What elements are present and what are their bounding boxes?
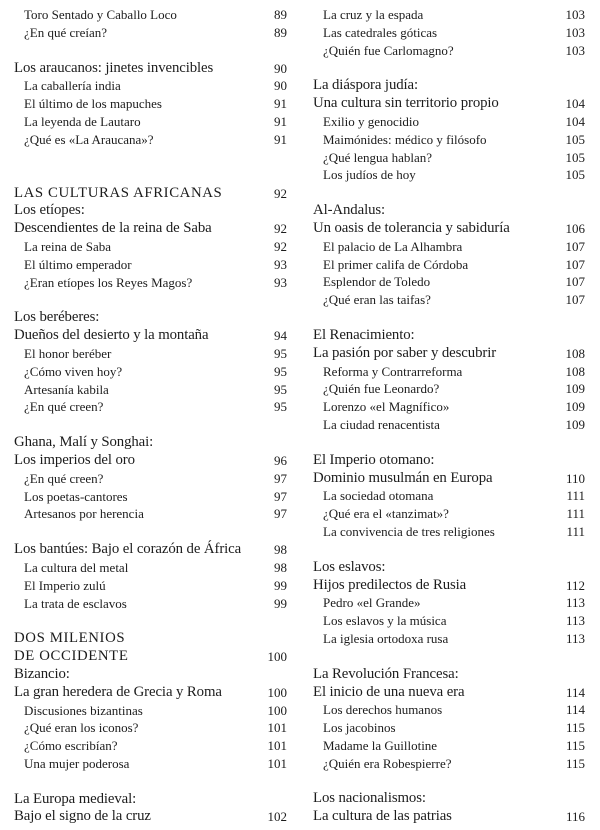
toc-entry-title: La Europa medieval: [14, 790, 137, 807]
toc-page-number: 95 [274, 399, 287, 415]
toc-page-number: 96 [274, 452, 287, 468]
toc-page-number: 109 [565, 399, 585, 415]
toc-entry-title: La caballería india [24, 78, 121, 94]
toc-chapter-heading [313, 577, 585, 595]
toc-entry-title: Exilio y genocidio [323, 113, 420, 129]
toc-chapter-heading [14, 60, 287, 78]
toc-page-number: 95 [274, 381, 287, 397]
toc-entry-title: El Renacimiento: [313, 326, 415, 343]
toc-page-number: 112 [565, 577, 585, 593]
toc-subentry [313, 363, 585, 381]
toc-entry-title: El palacio de La Alhambra [323, 238, 463, 254]
toc-subentry [313, 398, 585, 416]
toc-part-heading [14, 185, 287, 203]
section-gap [14, 167, 287, 185]
section-gap [14, 523, 287, 541]
section-gap [313, 772, 585, 790]
toc-page-number: 109 [565, 416, 585, 432]
toc-chapter-heading [313, 202, 585, 220]
toc-entry-title: ¿Quién fue Carlomagno? [323, 42, 454, 58]
toc-subentry [14, 559, 287, 577]
toc-entry-title: El Imperio zulú [24, 577, 106, 593]
toc-chapter-heading [313, 684, 585, 702]
toc-page-number: 91 [274, 96, 287, 112]
toc-entry-title: Los nacionalismos: [313, 790, 426, 807]
toc-entry-title: Pedro «el Grande» [323, 595, 421, 611]
toc-subentry [313, 131, 585, 149]
toc-entry-title: Descendientes de la reina de Saba [14, 220, 212, 237]
toc-entry-title: ¿En qué creen? [24, 399, 104, 415]
toc-page-number: 107 [565, 292, 585, 308]
toc-part-heading [14, 648, 287, 666]
toc-entry-title: Reforma y Contrarreforma [323, 363, 463, 379]
toc-page-number: 92 [274, 221, 287, 237]
toc-chapter-heading [14, 434, 287, 452]
toc-entry-title: Los araucanos: jinetes invencibles [14, 59, 214, 76]
section-gap [313, 648, 585, 666]
toc-entry-title: La iglesia ortodoxa rusa [323, 630, 449, 646]
toc-page-number: 105 [565, 131, 585, 147]
toc-page-number: 97 [274, 488, 287, 504]
toc-chapter-heading [14, 327, 287, 345]
toc-subentry [14, 95, 287, 113]
toc-page-number: 101 [267, 738, 287, 754]
toc-chapter-heading [313, 77, 585, 95]
toc-page-number: 98 [274, 559, 287, 575]
toc-entry-title: Esplendor de Toledo [323, 274, 431, 290]
toc-subentry [14, 470, 287, 488]
toc-entry-title: Un oasis de tolerancia y sabiduría [313, 219, 510, 236]
toc-page-number: 100 [267, 649, 287, 665]
toc-subentry [313, 737, 585, 755]
toc-subentry [313, 149, 585, 167]
toc-entry-title: La ciudad renacentista [323, 416, 440, 432]
toc-subentry [14, 577, 287, 595]
toc-entry-title: La reina de Saba [24, 238, 111, 254]
toc-page-number: 108 [565, 345, 585, 361]
toc-entry-title: Los beréberes: [14, 309, 100, 326]
toc-entry-title: DE OCCIDENTE [14, 648, 129, 665]
toc-page-number: 111 [566, 488, 585, 504]
toc-subentry [313, 755, 585, 773]
toc-page-number: 103 [565, 42, 585, 58]
toc-page-number: 102 [267, 809, 287, 825]
toc-page-number: 93 [274, 256, 287, 272]
toc-entry-title: Al-Andalus: [313, 202, 386, 219]
toc-entry-title: Artesanos por herencia [24, 506, 144, 522]
section-gap [14, 149, 287, 167]
toc-subentry [14, 238, 287, 256]
toc-page-number: 111 [566, 523, 585, 539]
toc-entry-title: La pasión por saber y descubrir [313, 344, 497, 361]
toc-subentry [14, 113, 287, 131]
toc-subentry [313, 291, 585, 309]
toc-page-number: 105 [565, 149, 585, 165]
toc-entry-title: La gran heredera de Grecia y Roma [14, 683, 222, 700]
section-gap [14, 416, 287, 434]
toc-page-number: 99 [274, 577, 287, 593]
toc-entry-title: Madame la Guillotine [323, 737, 438, 753]
toc-subentry [14, 256, 287, 274]
toc-entry-title: ¿Qué eran las taifas? [323, 292, 431, 308]
toc-subentry [14, 24, 287, 42]
toc-page-number: 114 [565, 684, 585, 700]
toc-part-heading [14, 630, 287, 648]
toc-subentry [313, 416, 585, 434]
toc-entry-title: Los jacobinos [323, 720, 396, 736]
toc-page-number: 110 [565, 470, 585, 486]
toc-entry-title: El Imperio otomano: [313, 451, 435, 468]
toc-page-number: 114 [565, 702, 585, 718]
toc-entry-title: Bizancio: [14, 665, 70, 682]
section-gap [14, 291, 287, 309]
toc-entry-title: La cultura del metal [24, 559, 129, 575]
toc-entry-title: La cruz y la espada [323, 7, 424, 22]
toc-entry-title: Los etíopes: [14, 202, 85, 219]
toc-subentry [313, 113, 585, 131]
toc-chapter-heading [313, 666, 585, 684]
toc-subentry [313, 719, 585, 737]
toc-page-number: 103 [565, 7, 585, 22]
toc-page-number: 94 [274, 328, 287, 344]
toc-page-number: 90 [274, 78, 287, 94]
toc-page-number: 107 [565, 238, 585, 254]
section-gap [14, 773, 287, 791]
toc-chapter-heading [313, 220, 585, 238]
toc-page-number: 91 [274, 113, 287, 129]
toc-page-number: 95 [274, 345, 287, 361]
toc-page-number: 95 [274, 363, 287, 379]
toc-entry-title: ¿En qué creían? [24, 24, 108, 40]
toc-page-number: 115 [565, 755, 585, 771]
toc-subentry [14, 363, 287, 381]
toc-subentry [14, 505, 287, 523]
section-gap [313, 541, 585, 559]
toc-entry-title: Los judíos de hoy [323, 167, 416, 183]
toc-entry-title: Toro Sentado y Caballo Loco [24, 7, 177, 22]
toc-entry-title: DOS MILENIOS [14, 630, 126, 647]
toc-subentry [14, 719, 287, 737]
toc-chapter-heading [14, 684, 287, 702]
section-gap [313, 184, 585, 202]
toc-left-column [14, 6, 287, 826]
toc-entry-title: La leyenda de Lautaro [24, 113, 141, 129]
toc-subentry [313, 166, 585, 184]
toc-page-number: 97 [274, 470, 287, 486]
toc-entry-title: Los derechos humanos [323, 702, 443, 718]
toc-subentry [14, 6, 287, 24]
toc-page-number: 107 [565, 256, 585, 272]
toc-page-number: 99 [274, 595, 287, 611]
toc-entry-title: La convivencia de tres religiones [323, 523, 495, 539]
toc-entry-title: La Revolución Francesa: [313, 665, 459, 682]
toc-page-number: 105 [565, 167, 585, 183]
toc-entry-title: La diáspora judía: [313, 77, 419, 94]
toc-subentry [14, 702, 287, 720]
toc-page-number: 104 [565, 113, 585, 129]
toc-entry-title: El inicio de una nueva era [313, 683, 465, 700]
toc-page-number: 116 [565, 809, 585, 825]
toc-entry-title: Maimónides: médico y filósofo [323, 131, 487, 147]
toc-chapter-heading [313, 345, 585, 363]
toc-subentry [313, 42, 585, 60]
toc-subentry [313, 6, 585, 24]
toc-chapter-heading [313, 559, 585, 577]
toc-entry-title: ¿Eran etíopes los Reyes Magos? [24, 274, 193, 290]
toc-subentry [14, 274, 287, 292]
toc-chapter-heading [14, 808, 287, 826]
toc-page-number: 103 [565, 24, 585, 40]
toc-entry-title: Dominio musulmán en Europa [313, 469, 493, 486]
toc-page-number: 89 [274, 24, 287, 40]
toc-page-number: 113 [565, 595, 585, 611]
toc-entry-title: Una mujer poderosa [24, 755, 130, 771]
toc-page-number: 101 [267, 755, 287, 771]
toc-chapter-heading [14, 791, 287, 809]
toc-subentry [14, 737, 287, 755]
toc-entry-title: Dueños del desierto y la montaña [14, 327, 209, 344]
toc-entry-title: ¿Quién fue Leonardo? [323, 381, 440, 397]
toc-chapter-heading [313, 95, 585, 113]
toc-entry-title: Los bantúes: Bajo el corazón de África [14, 541, 242, 558]
toc-subentry [313, 612, 585, 630]
toc-subentry [313, 24, 585, 42]
toc-entry-title: ¿Qué eran los iconos? [24, 720, 139, 736]
toc-subentry [313, 487, 585, 505]
toc-subentry [313, 630, 585, 648]
toc-subentry [14, 488, 287, 506]
toc-page-number: 91 [274, 131, 287, 147]
toc-page-number: 89 [274, 7, 287, 22]
toc-page-number: 113 [565, 630, 585, 646]
toc-entry-title: Los imperios del oro [14, 451, 135, 468]
section-gap [14, 42, 287, 60]
section-gap [313, 309, 585, 327]
toc-subentry [313, 594, 585, 612]
toc-subentry [14, 595, 287, 613]
toc-right-column [313, 6, 585, 826]
toc-entry-title: LAS CULTURAS AFRICANAS [14, 184, 223, 201]
toc-entry-title: ¿Qué es «La Araucana»? [24, 131, 154, 147]
toc-entry-title: El último emperador [24, 256, 132, 272]
toc-page-number: 90 [274, 60, 287, 76]
toc-subentry [313, 505, 585, 523]
toc-entry-title: Los eslavos y la música [323, 613, 447, 629]
toc-entry-title: Ghana, Malí y Songhai: [14, 434, 154, 451]
toc-entry-title: El primer califa de Córdoba [323, 256, 469, 272]
toc-chapter-heading [14, 220, 287, 238]
toc-chapter-heading [14, 202, 287, 220]
toc-chapter-heading [313, 327, 585, 345]
toc-chapter-heading [313, 808, 585, 826]
toc-page-number: 92 [274, 185, 287, 201]
toc-entry-title: La cultura de las patrias [313, 808, 452, 825]
toc-entry-title: ¿Cómo viven hoy? [24, 363, 123, 379]
toc-chapter-heading [14, 666, 287, 684]
toc-entry-title: Una cultura sin territorio propio [313, 95, 499, 112]
toc-entry-title: ¿Quién era Robespierre? [323, 755, 452, 771]
toc-entry-title: Hijos predilectos de Rusia [313, 576, 467, 593]
toc-entry-title: ¿En qué creen? [24, 470, 104, 486]
toc-entry-title: Las catedrales góticas [323, 24, 438, 40]
toc-entry-title: ¿Qué lengua hablan? [323, 149, 433, 165]
toc-subentry [313, 273, 585, 291]
toc-entry-title: Artesanía kabila [24, 381, 109, 397]
toc-page-number: 109 [565, 381, 585, 397]
toc-page-number: 93 [274, 274, 287, 290]
toc-subentry [14, 381, 287, 399]
toc-entry-title: Discusiones bizantinas [24, 702, 143, 718]
toc-chapter-heading [14, 452, 287, 470]
toc-entry-title: Lorenzo «el Magnífico» [323, 399, 450, 415]
toc-page-number: 107 [565, 274, 585, 290]
toc-entry-title: La trata de esclavos [24, 595, 127, 611]
section-gap [14, 612, 287, 630]
section-gap [313, 434, 585, 452]
toc-chapter-heading [313, 452, 585, 470]
toc-subentry [14, 131, 287, 149]
toc-entry-title: ¿Qué era el «tanzimat»? [323, 506, 449, 522]
toc-page-number: 92 [274, 238, 287, 254]
toc-entry-title: La sociedad otomana [323, 488, 434, 504]
toc-page-number: 113 [565, 613, 585, 629]
toc-entry-title: ¿Cómo escribían? [24, 738, 118, 754]
toc-subentry [14, 345, 287, 363]
toc-subentry [313, 256, 585, 274]
toc-subentry [14, 755, 287, 773]
toc-page-number: 101 [267, 720, 287, 736]
section-gap [313, 59, 585, 77]
toc-page-number: 111 [566, 506, 585, 522]
toc-chapter-heading [14, 541, 287, 559]
toc-chapter-heading [313, 790, 585, 808]
toc-page-number: 104 [565, 96, 585, 112]
toc-entry-title: El honor beréber [24, 345, 112, 361]
toc-entry-title: El último de los mapuches [24, 96, 162, 112]
toc-chapter-heading [14, 309, 287, 327]
toc-page-number: 115 [565, 720, 585, 736]
toc-subentry [313, 238, 585, 256]
toc-subentry [14, 398, 287, 416]
toc-subentry [14, 77, 287, 95]
toc-page-number: 106 [565, 220, 585, 236]
toc-page-number: 115 [565, 737, 585, 753]
toc-chapter-heading [313, 470, 585, 488]
toc-page-number: 97 [274, 506, 287, 522]
toc-page-number: 108 [565, 363, 585, 379]
toc-page-number: 100 [267, 702, 287, 718]
toc-page-number: 100 [267, 684, 287, 700]
toc-subentry [313, 523, 585, 541]
toc-page-number: 98 [274, 542, 287, 558]
toc-entry-title: Los poetas-cantores [24, 488, 128, 504]
toc-subentry [313, 380, 585, 398]
toc-subentry [313, 701, 585, 719]
toc-entry-title: Los eslavos: [313, 558, 386, 575]
toc-entry-title: Bajo el signo de la cruz [14, 808, 151, 825]
